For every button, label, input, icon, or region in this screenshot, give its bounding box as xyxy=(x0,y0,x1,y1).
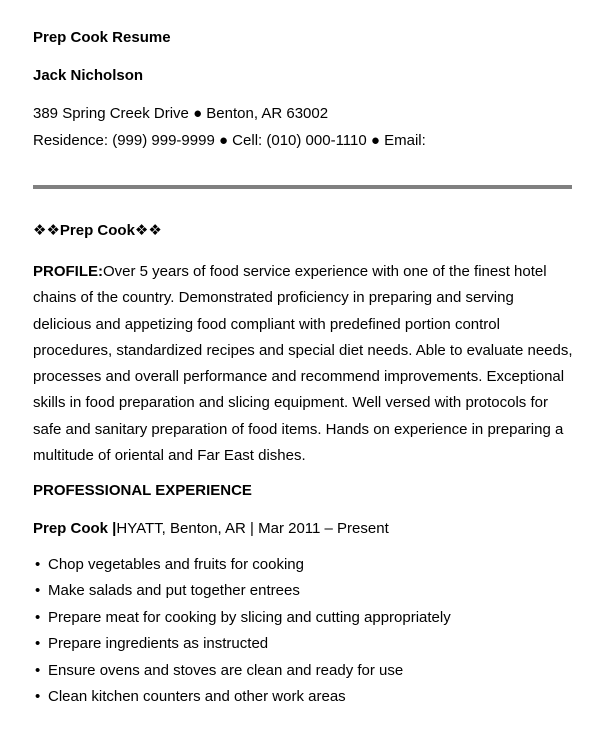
profile-label: PROFILE: xyxy=(33,263,103,280)
list-item xyxy=(33,662,451,688)
job-role: Prep Cook | xyxy=(33,520,117,537)
job-details: HYATT, Benton, AR | Mar 2011 – Present xyxy=(116,520,389,537)
address-line: 389 Spring Creek Drive ● Benton, AR 63002 xyxy=(33,105,329,122)
duty-text: Make salads and put together entrees xyxy=(48,582,300,600)
bullet-icon: • xyxy=(35,687,41,705)
list-item xyxy=(33,635,451,661)
experience-heading: PROFESSIONAL EXPERIENCE xyxy=(33,482,252,499)
divider-rule xyxy=(33,185,572,189)
list-item xyxy=(33,556,451,582)
candidate-name: Jack Nicholson xyxy=(33,67,144,84)
bullet-icon: • xyxy=(35,608,41,626)
list-item xyxy=(33,582,451,608)
position-heading: ❖❖Prep Cook❖❖ xyxy=(33,222,162,239)
bullet-icon: • xyxy=(35,556,41,573)
bullet-icon: • xyxy=(35,582,41,600)
duty-text: Chop vegetables and fruits for cooking xyxy=(48,556,304,573)
bullet-icon: • xyxy=(35,635,41,653)
contact-line: Residence: (999) 999-9999 ● Cell: (010) 000-1110 ● Email: xyxy=(33,132,426,149)
duty-text: Prepare meat for cooking by slicing and cutting appropriately xyxy=(48,608,451,626)
profile-text: Over 5 years of food service experience with one of the finest hotel chains of the country. Demonstrated proficiency in preparing and serving delicious and appetizing food compliant with predefined portion control procedures, standardized recipes and special diet needs. Able to evaluate needs, processes and overall performance and recommend improvements. Exceptional skills in food preparation and slicing equipment. Well versed with protocols for safe and sanitary preparation of food items. Hands on experience in preparing a multitude of oriental and Far East dishes. xyxy=(33,263,573,465)
list-item xyxy=(33,609,451,635)
profile-section xyxy=(33,259,573,469)
bullet-icon: • xyxy=(35,661,41,679)
duty-text: Clean kitchen counters and other work areas xyxy=(48,687,346,705)
document-title: Prep Cook Resume xyxy=(33,29,171,46)
duties-list xyxy=(33,556,451,714)
job-title-line xyxy=(33,520,389,537)
list-item xyxy=(33,688,451,714)
duty-text: Ensure ovens and stoves are clean and ready for use xyxy=(48,661,404,679)
duty-text: Prepare ingredients as instructed xyxy=(48,635,269,653)
